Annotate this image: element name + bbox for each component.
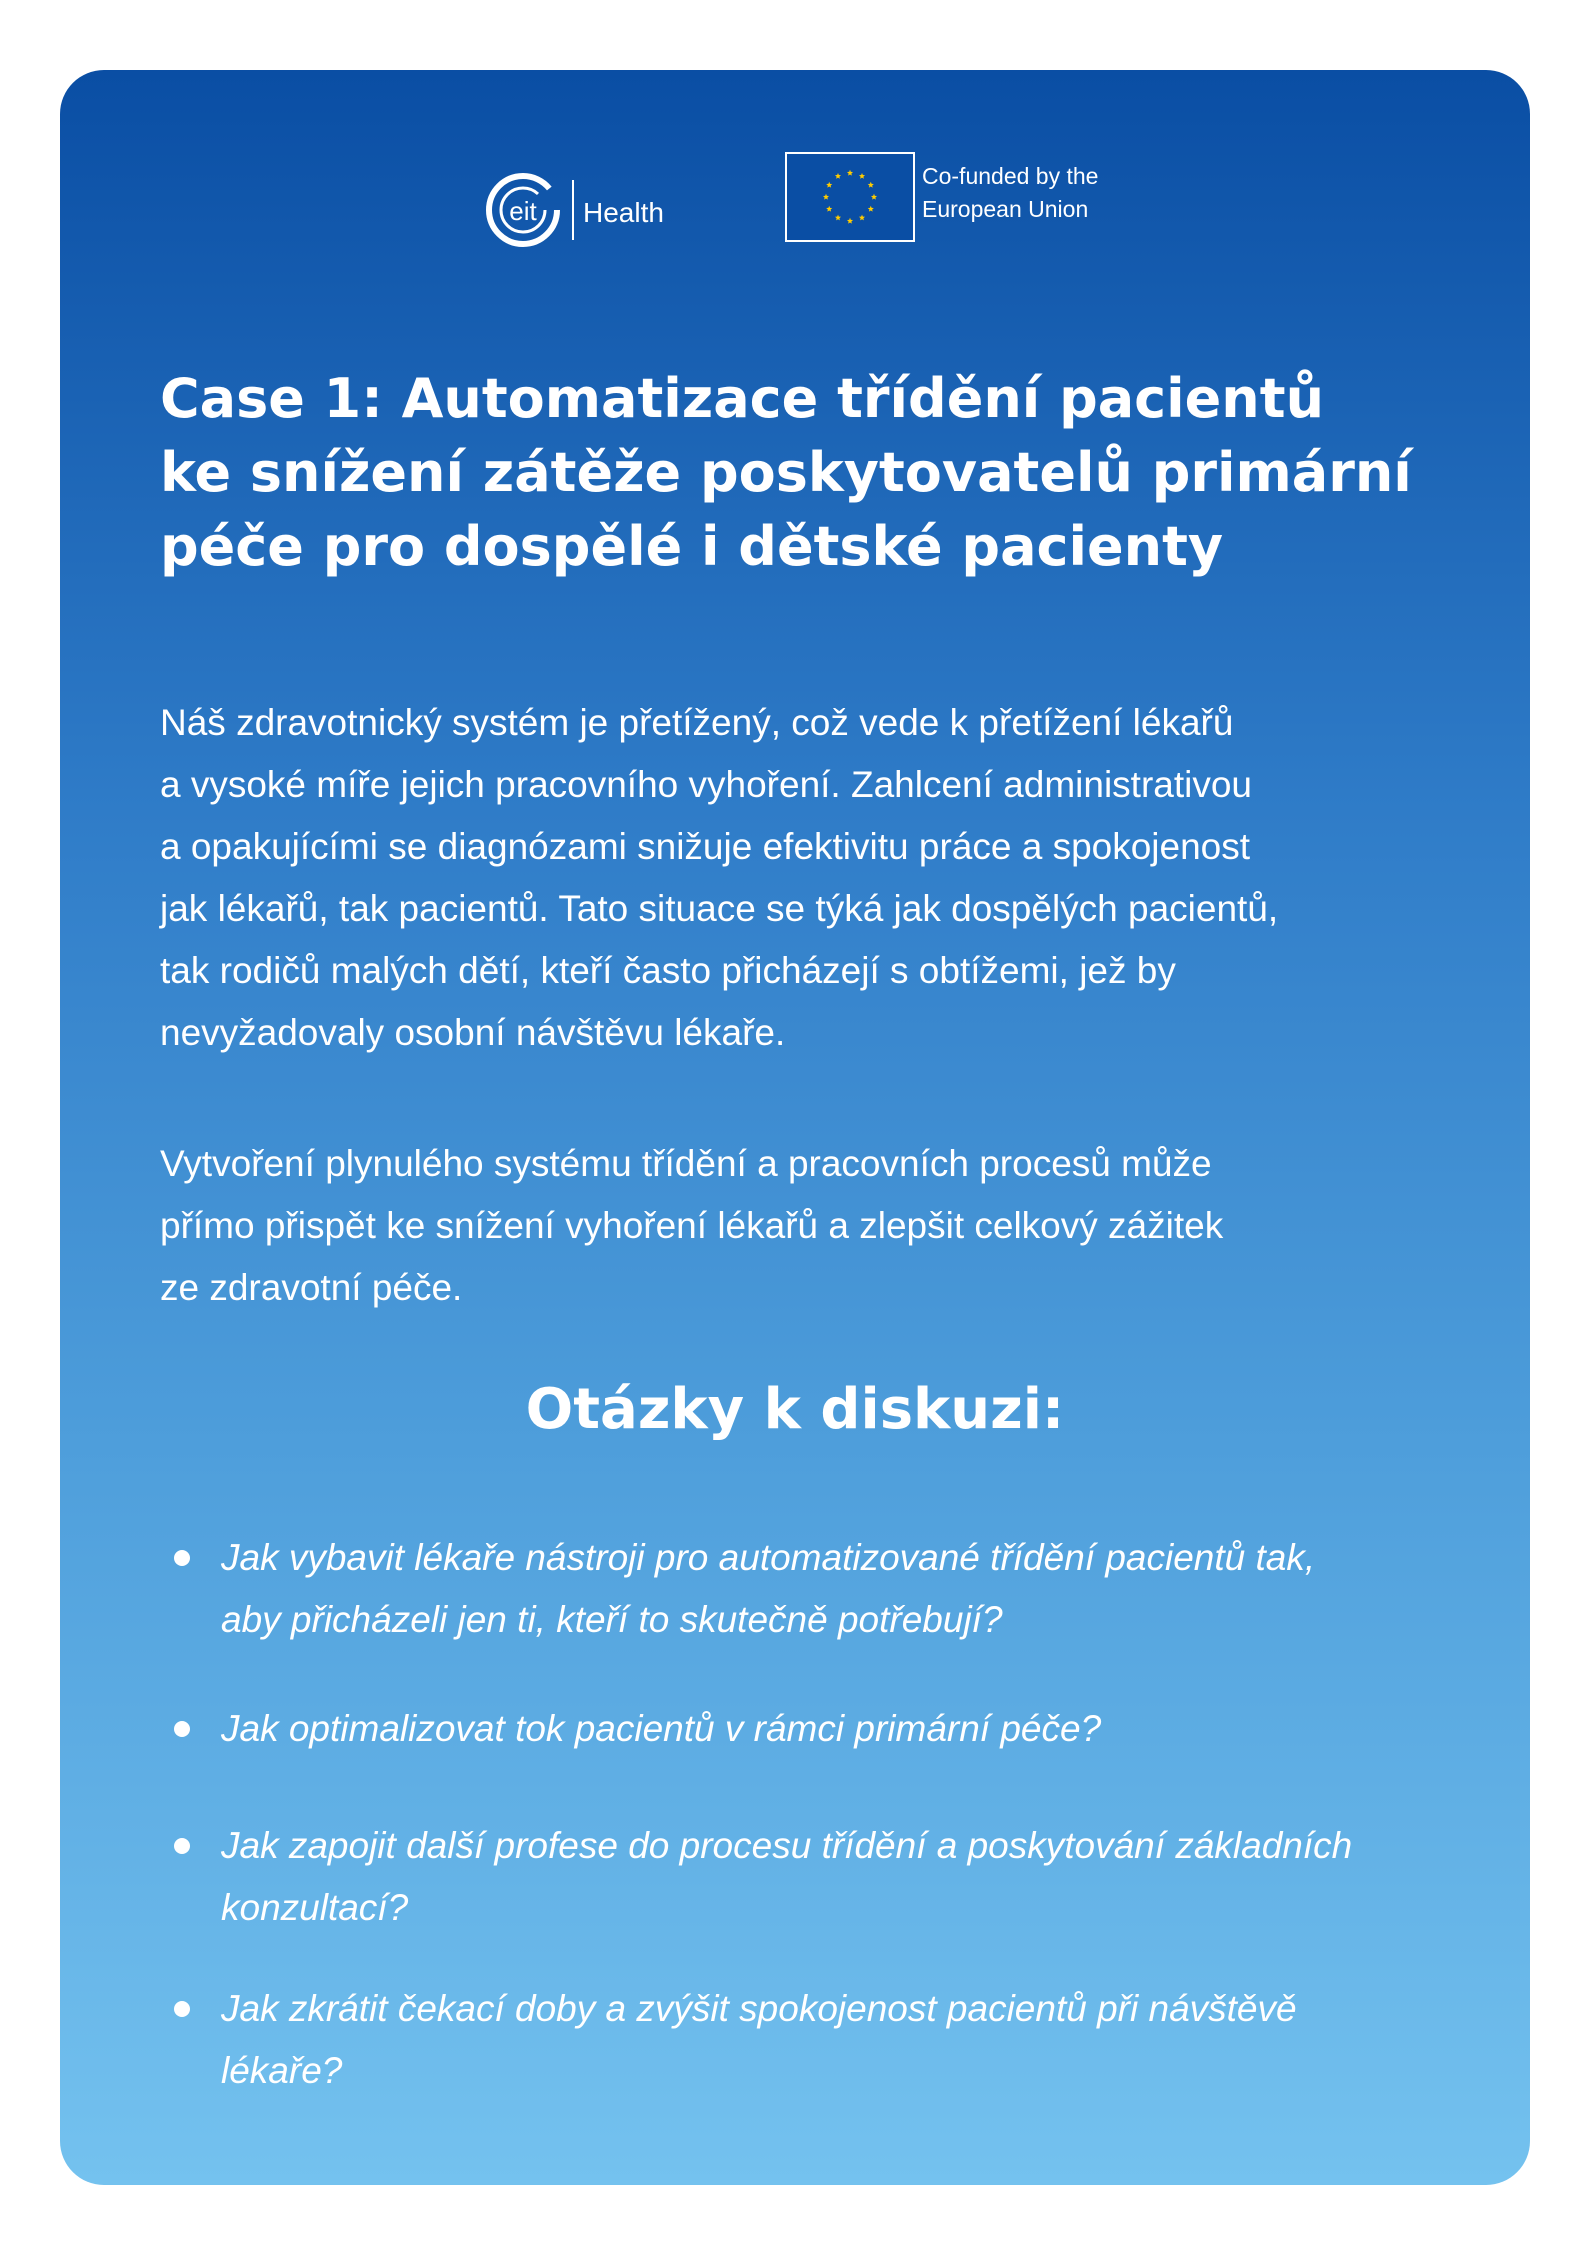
question-item [160, 1698, 1460, 1760]
paragraph-line: přímo přispět ke snížení vyhoření lékařů a zlepšit celkový zážitek [160, 1205, 1224, 1246]
paragraph-line: a opakujícími se diagnózami snižuje efektivitu práce a spokojenost [160, 826, 1251, 867]
eit-health-logo [475, 160, 715, 260]
paragraph-line: Náš zdravotnický systém je přetížený, což vede k přetížení lékařů [160, 702, 1234, 743]
discussion-heading: Otázky k diskuzi: [525, 1377, 1065, 1442]
paragraph-line: nevyžadovaly osobní návštěvu lékaře. [160, 1012, 786, 1053]
question-line: Jak zapojit další profese do procesu třídění a poskytování základních [221, 1825, 1353, 1866]
paragraph-line: a vysoké míře jejich pracovního vyhoření. Zahlcení administrativou [160, 764, 1253, 805]
case-card [60, 70, 1530, 2185]
eu-text-line2: European Union [922, 196, 1089, 222]
question-text [221, 1815, 1451, 1939]
case-title [160, 362, 1460, 584]
question-line: Jak zkrátit čekací doby a zvýšit spokojenost pacientů při návštěvě [221, 1988, 1297, 2029]
question-item [160, 1978, 1460, 2102]
eu-flag-icon [785, 152, 915, 242]
eit-health-text: Health [583, 197, 664, 228]
question-line: lékaře? [221, 2050, 343, 2091]
question-item [160, 1527, 1460, 1651]
title-line: ke snížení zátěže poskytovatelů primární [160, 441, 1412, 504]
question-text [221, 1698, 1451, 1760]
title-line: péče pro dospělé i dětské pacienty [160, 515, 1224, 578]
eu-text-line1: Co-funded by the [922, 163, 1099, 189]
eit-mark-text: eit [509, 196, 537, 226]
bullet-icon [174, 1721, 190, 1737]
paragraph-line: Vytvoření plynulého systému třídění a pracovních procesů může [160, 1143, 1212, 1184]
logo-bar [60, 152, 1530, 272]
intro-paragraph-1 [160, 692, 1460, 1064]
paragraph-line: tak rodičů malých dětí, kteří často přicházejí s obtížemi, jež by [160, 950, 1176, 991]
title-line: Case 1: Automatizace třídění pacientů [160, 367, 1325, 430]
paragraph-line: ze zdravotní péče. [160, 1267, 463, 1308]
paragraph-line: jak lékařů, tak pacientů. Tato situace se týká jak dospělých pacientů, [160, 888, 1279, 929]
bullet-icon [174, 1838, 190, 1854]
intro-paragraph-2 [160, 1133, 1460, 1319]
question-item [160, 1815, 1460, 1939]
eu-cofunded-text [922, 160, 1182, 226]
question-line: Jak vybavit lékaře nástroji pro automatizované třídění pacientů tak, [221, 1537, 1316, 1578]
question-line: konzultací? [221, 1887, 409, 1928]
question-line: aby přicházeli jen ti, kteří to skutečně potřebují? [221, 1599, 1003, 1640]
bullet-icon [174, 1550, 190, 1566]
question-text [221, 1527, 1451, 1651]
question-text [221, 1978, 1451, 2102]
bullet-icon [174, 2001, 190, 2017]
question-line: Jak optimalizovat tok pacientů v rámci primární péče? [221, 1708, 1102, 1749]
